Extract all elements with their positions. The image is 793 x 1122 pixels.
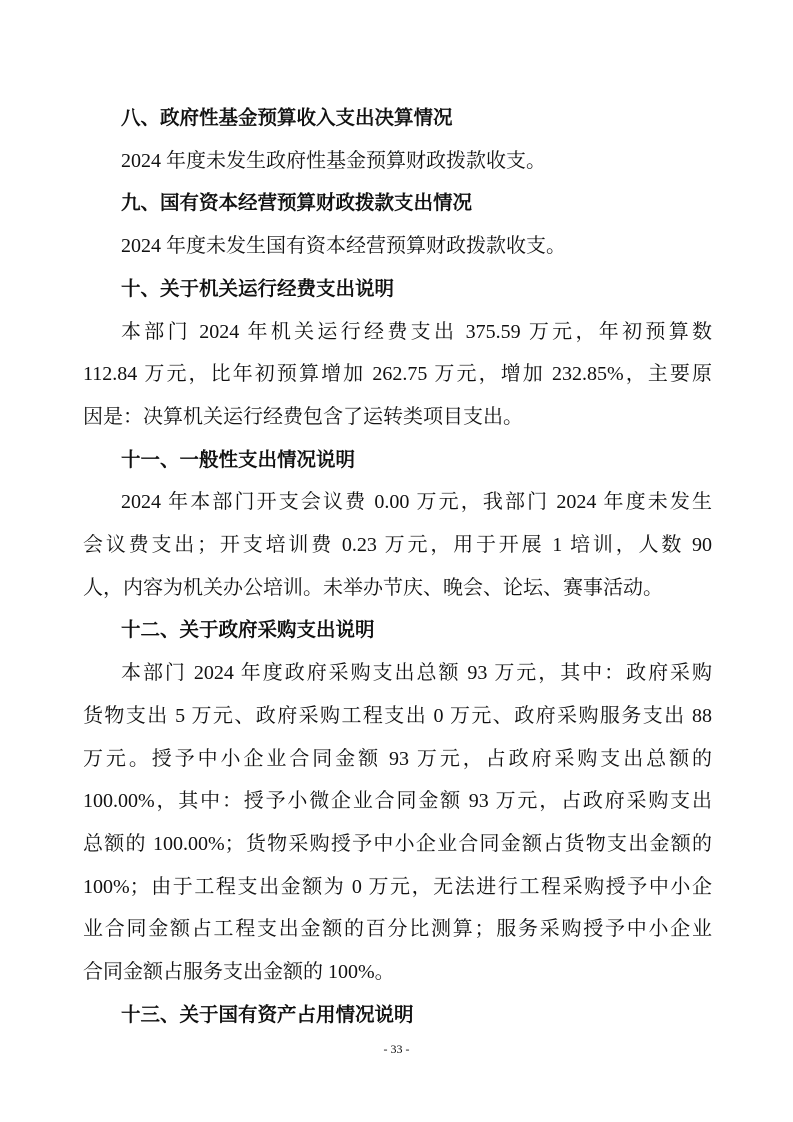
section-heading: 十、关于机关运行经费支出说明	[121, 276, 395, 300]
section-heading: 十二、关于政府采购支出说明	[121, 618, 375, 642]
section-heading: 八、政府性基金预算收入支出决算情况	[121, 106, 453, 129]
paragraph-line: 因是：决算机关运行经费包含了运转类项目支出。	[83, 405, 523, 428]
paragraph-line: 100%；由于工程支出金额为 0 万元，无法进行工程采购授予中小企	[83, 875, 712, 898]
paragraph-line: 112.84 万元，比年初预算增加 262.75 万元，增加 232.85%，主要原	[83, 363, 712, 386]
paragraph-line: 业合同金额占工程支出金额的百分比测算；服务采购授予中小企业	[83, 918, 712, 941]
section-heading: 十一、一般性支出情况说明	[121, 447, 356, 471]
paragraph-line: 人，内容为机关办公培训。未举办节庆、晚会、论坛、赛事活动。	[83, 576, 663, 599]
paragraph-line: 货物支出 5 万元、政府采购工程支出 0 万元、政府采购服务支出 88	[83, 704, 712, 727]
paragraph-line: 100.00%，其中：授予小微企业合同金额 93 万元，占政府采购支出	[83, 790, 712, 813]
paragraph-line: 会议费支出；开支培训费 0.23 万元，用于开展 1 培训，人数 90	[83, 534, 712, 556]
paragraph-line: 2024 年本部门开支会议费 0.00 万元，我部门 2024 年度未发生	[121, 491, 712, 514]
paragraph-line: 万元。授予中小企业合同金额 93 万元，占政府采购支出总额的	[83, 747, 712, 770]
section-heading: 十三、关于国有资产占用情况说明	[121, 1002, 414, 1026]
page-number: - 33 -	[383, 1042, 410, 1056]
paragraph-line: 合同金额占服务支出金额的 100%。	[83, 961, 395, 983]
paragraph-line: 2024 年度未发生政府性基金预算财政拨款收支。	[121, 149, 546, 172]
paragraph-line: 本部门 2024 年机关运行经费支出 375.59 万元，年初预算数	[121, 320, 712, 343]
paragraph-line: 本部门 2024 年度政府采购支出总额 93 万元，其中：政府采购	[121, 662, 712, 685]
section-heading: 九、国有资本经营预算财政拨款支出情况	[121, 191, 473, 215]
paragraph-line: 2024 年度未发生国有资本经营预算财政拨款收支。	[121, 235, 566, 258]
paragraph-line: 总额的 100.00%；货物采购授予中小企业合同金额占货物支出金额的	[83, 832, 712, 855]
